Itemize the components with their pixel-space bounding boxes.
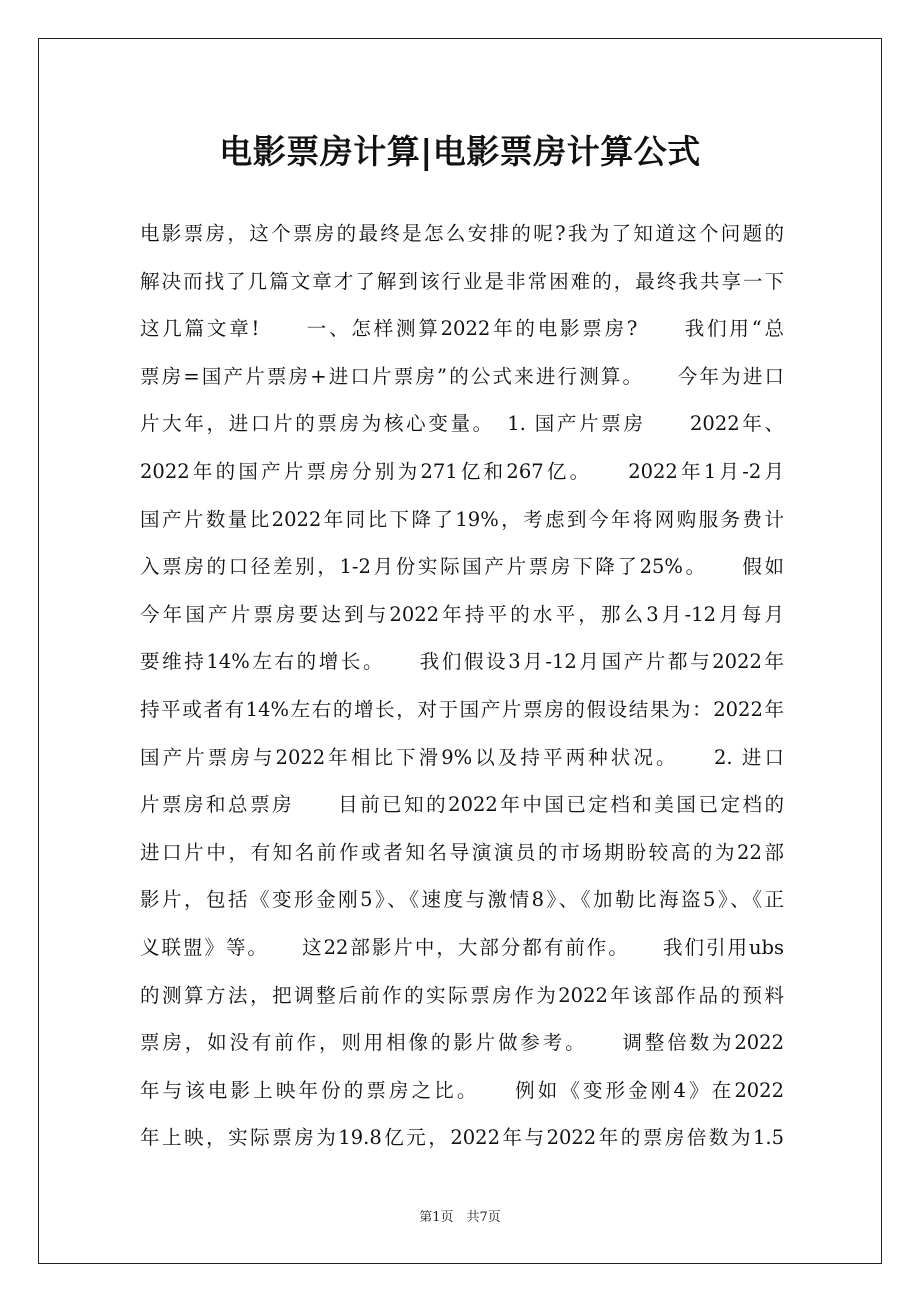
body-line: 票房，如没有前作，则用相像的影片做参考。 调整倍数为2022 — [140, 1031, 784, 1055]
body-line: 入票房的口径差别，1-2月份实际国产片票房下降了25%。 假如 — [140, 555, 784, 579]
body-line: 电影票房，这个票房的最终是怎么安排的呢?我为了知道这个问题的 — [140, 222, 784, 245]
body-line: 义联盟》等。 这22部影片中，大部分都有前作。 我们引用ubs — [140, 935, 784, 959]
body-line: 片大年，进口片的票房为核心变量。 1. 国产片票房 2022年、 — [140, 412, 784, 436]
body-line: 国产片数量比2022年同比下降了19%，考虑到今年将网购服务费计 — [140, 507, 784, 531]
body-line: 片票房和总票房 目前已知的2022年中国已定档和美国已定档的 — [140, 793, 784, 817]
body-line: 持平或者有14%左右的增长，对于国产片票房的假设结果为：2022年 — [140, 697, 784, 721]
body-line: 年与该电影上映年份的票房之比。 例如《变形金刚4》在2022 — [140, 1078, 784, 1102]
body-line: 2022年的国产片票房分别为271亿和267亿。 2022年1月-2月 — [140, 459, 784, 483]
body-line: 国产片票房与2022年相比下滑9%以及持平两种状况。 2. 进口 — [140, 745, 784, 769]
body-line: 今年国产片票房要达到与2022年持平的水平，那么3月-12月每月 — [140, 602, 784, 626]
body-line: 进口片中，有知名前作或者知名导演演员的市场期盼较高的为22部 — [140, 840, 784, 864]
body-line: 影片，包括《变形金刚5》、《速度与激情8》、《加勒比海盗5》、《正 — [140, 888, 784, 912]
page-number: 第1页 共7页 — [419, 1210, 501, 1225]
body-line: 票房=国产片票房+进口片票房”的公式来进行测算。 今年为进口 — [140, 364, 784, 388]
document-body — [140, 210, 784, 1162]
body-line: 这几篇文章! 一、怎样测算2022年的电影票房? 我们用“总 — [140, 317, 784, 341]
body-line: 年上映，实际票房为19.8亿元，2022年与2022年的票房倍数为1.5 — [140, 1126, 784, 1150]
document-title: 电影票房计算|电影票房计算公式 — [219, 132, 701, 171]
body-line: 要维持14%左右的增长。 我们假设3月-12月国产片都与2022年 — [140, 650, 784, 674]
body-line: 的测算方法，把调整后前作的实际票房作为2022年该部作品的预料 — [140, 983, 784, 1007]
body-line: 解决而找了几篇文章才了解到该行业是非常困难的，最终我共享一下 — [140, 269, 784, 293]
